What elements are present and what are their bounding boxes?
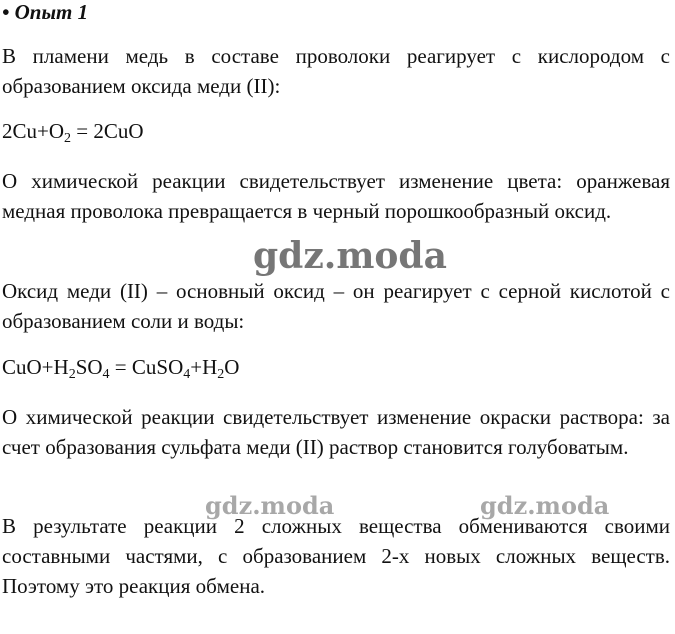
formula2-sub-3: 4 — [183, 367, 191, 382]
formula2-part-a2: SO — [75, 355, 103, 379]
paragraph-exchange-reaction: В результате реакции 2 сложных вещества обмениваются своими составными частями, с образованием 2-х новых сложных веществ. Поэтому это реакция обмена. — [2, 514, 670, 598]
formula2-part-b: = CuSO — [109, 355, 184, 379]
paragraph-copper-oxygen: В пламени медь в составе проволоки реагирует с кислородом с образованием оксида меди (II): — [2, 44, 670, 98]
heading-bullet: • — [2, 0, 10, 24]
paragraph-solution-color: О химической реакции свидетельствует изменение окраски раствора: за счет образования сульфата меди (II) раствор становится голубоватым. — [2, 405, 670, 459]
formula1-reactants: 2Cu+O — [2, 119, 65, 143]
experiment-heading — [2, 0, 88, 24]
watermark-right: gdz.moda — [480, 491, 610, 520]
paragraph-color-change: О химической реакции свидетельствует изменение цвета: оранжевая медная проволока превращается в черный порошкообразный оксид. — [2, 169, 670, 223]
formula2-part-b3: O — [224, 355, 240, 379]
paragraph-oxide-acid: Оксид меди (II) – основный оксид – он реагирует с серной кислотой с образованием соли и воды: — [2, 279, 670, 333]
formula-oxide-acid-reaction — [2, 352, 239, 382]
formula2-sub-2: 4 — [102, 367, 110, 382]
formula2-part-b2: +H — [190, 355, 218, 379]
formula2-sub-4: 2 — [217, 367, 225, 382]
heading-text: Опыт 1 — [14, 0, 89, 24]
formula2-part-a: CuO+H — [2, 355, 69, 379]
formula1-subscript: 2 — [64, 131, 72, 146]
watermark-main: gdz.moda — [253, 235, 447, 277]
formula1-product: = 2CuO — [71, 119, 144, 143]
formula2-sub-1: 2 — [68, 367, 76, 382]
formula-copper-oxidation — [2, 116, 144, 146]
watermark-left: gdz.moda — [205, 491, 335, 520]
